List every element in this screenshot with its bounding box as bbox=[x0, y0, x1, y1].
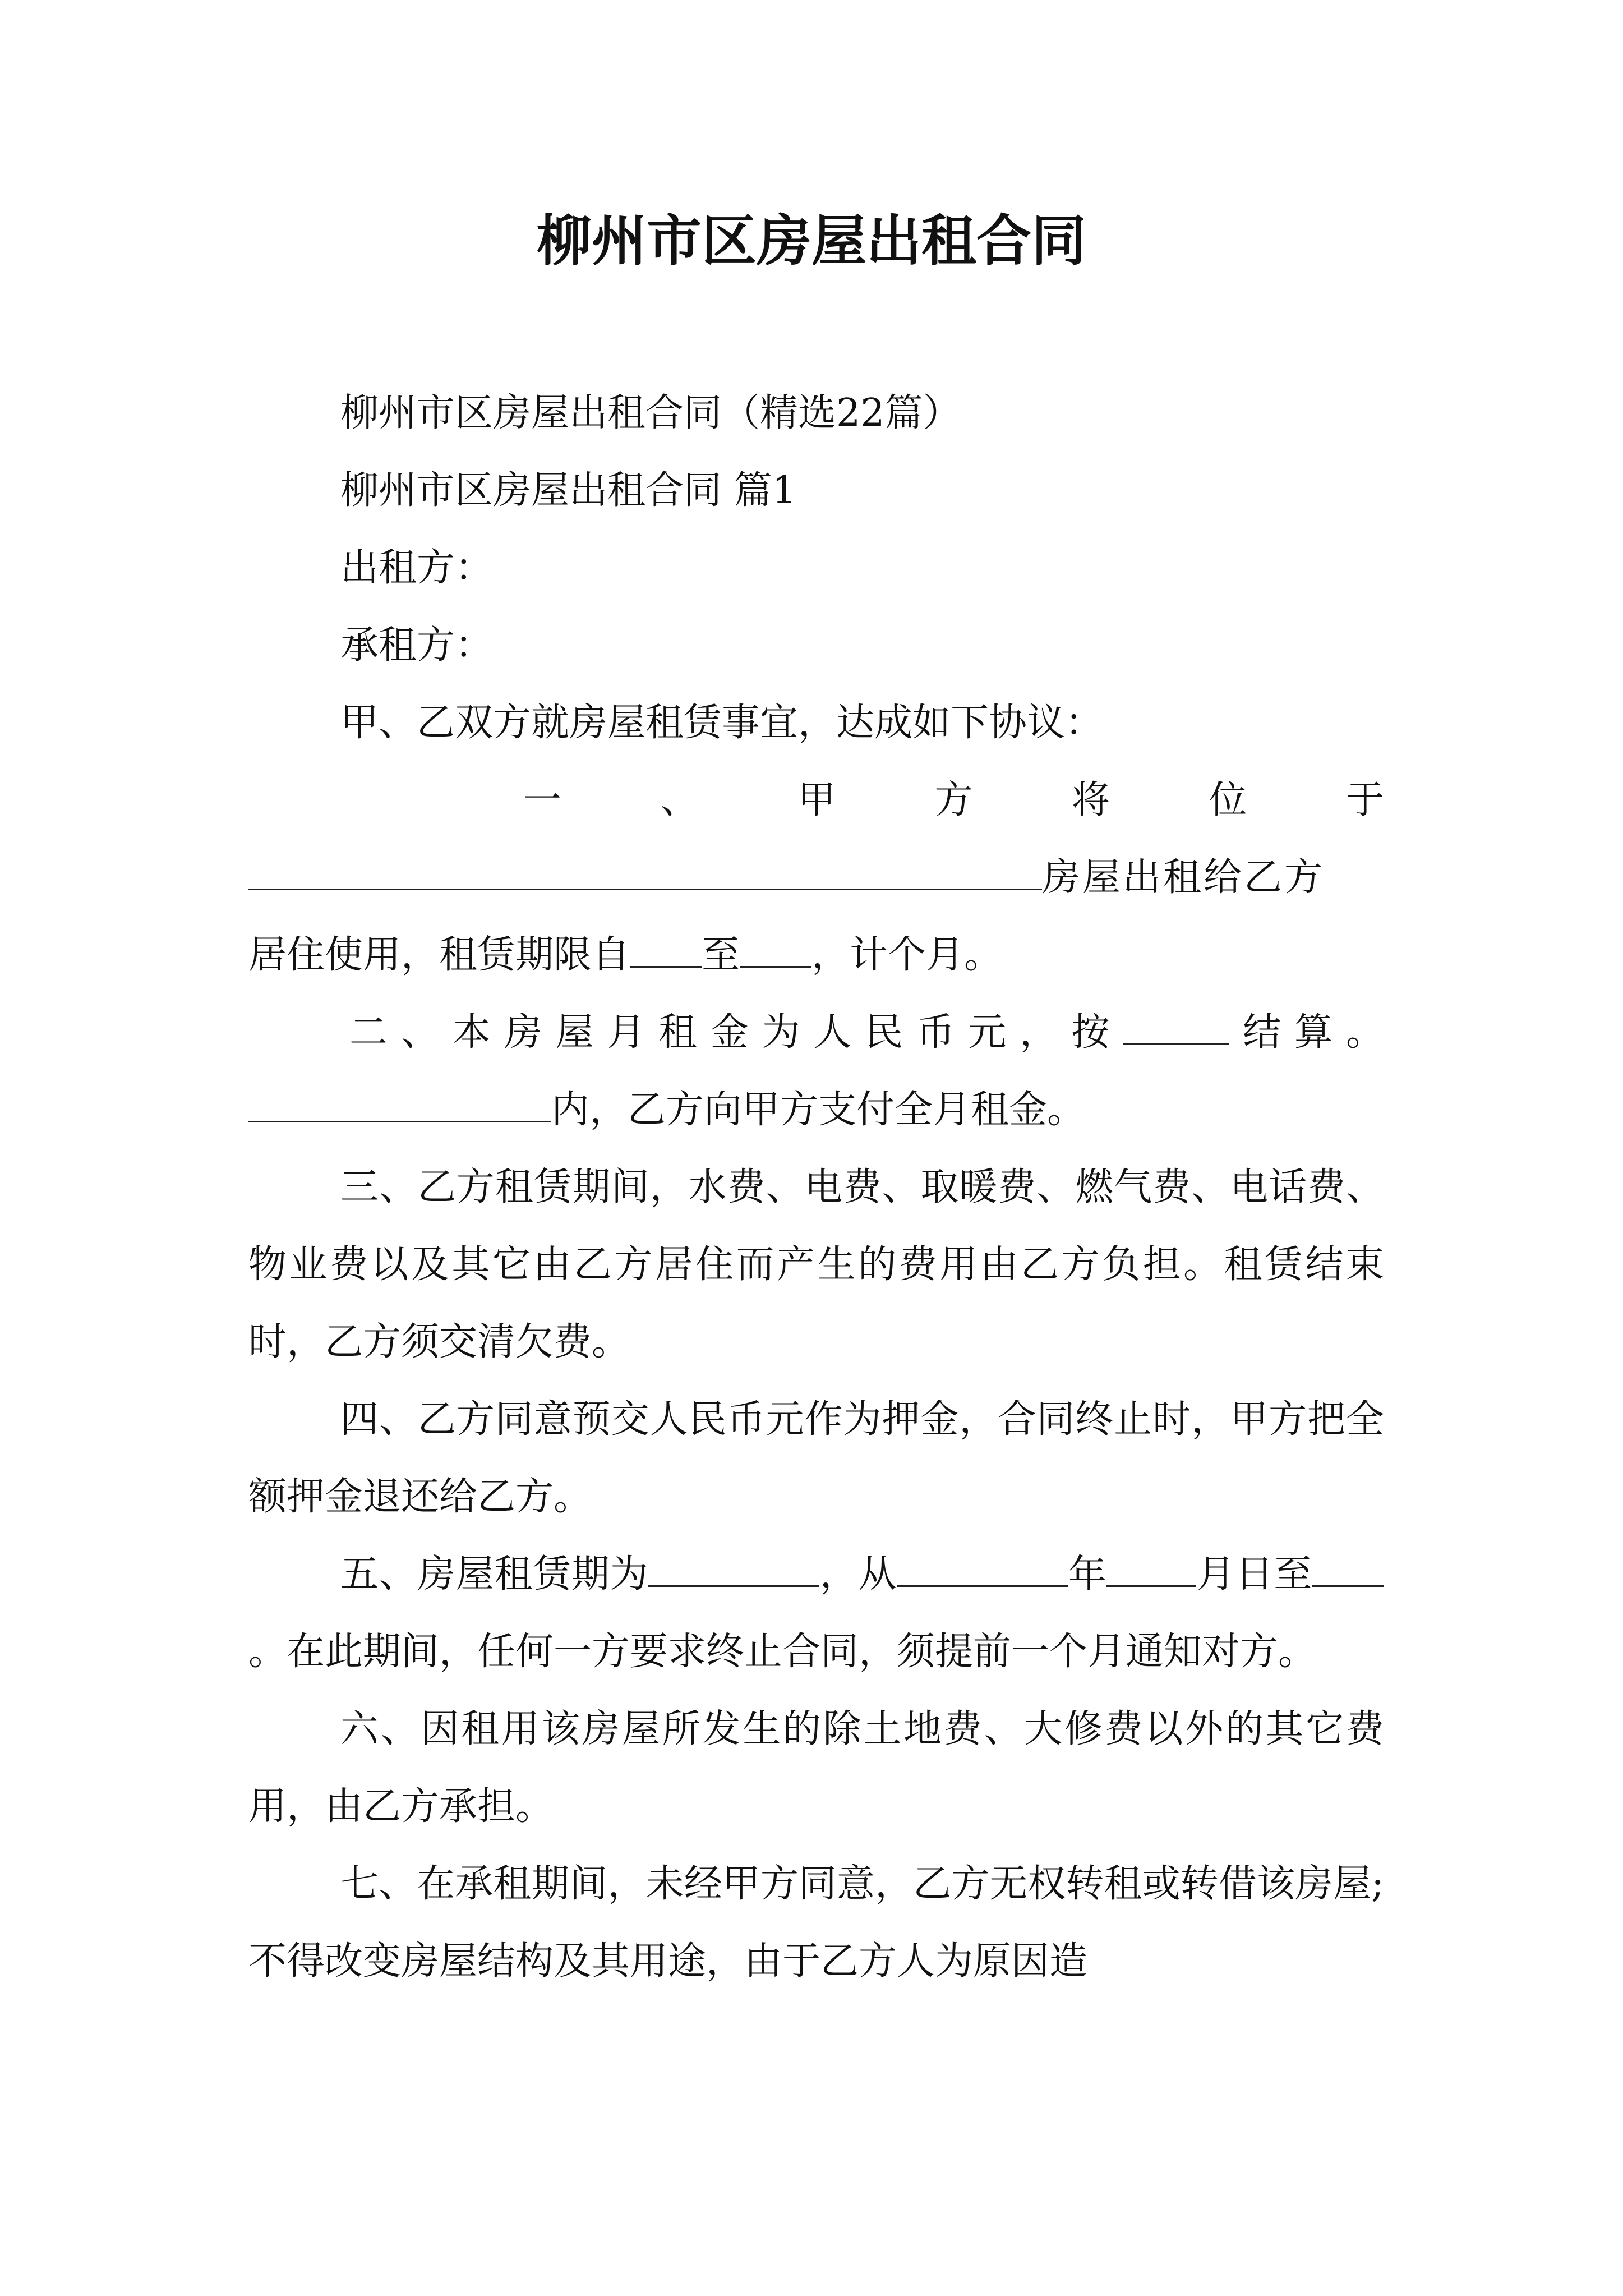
clause-1-text-b2: 至 bbox=[702, 933, 740, 977]
intro-paragraph: 甲、乙双方就房屋租赁事宜，达成如下协议： bbox=[340, 701, 1104, 745]
section-heading: 柳州市区房屋出租合同 篇1 bbox=[340, 468, 796, 513]
blank-payment-period bbox=[248, 1088, 551, 1122]
blank-lease-term bbox=[648, 1553, 819, 1587]
lessor-line: 出租方： bbox=[340, 546, 494, 590]
blank-start-date bbox=[630, 933, 702, 968]
blank-month bbox=[1106, 1553, 1196, 1587]
blank-year bbox=[897, 1553, 1068, 1587]
clause-5-text-5: 。在此期间，任何一方要求终止合同，须提前一个月通知对方。 bbox=[248, 1630, 1317, 1674]
clause-2-line-a bbox=[248, 994, 1384, 1071]
clause-5-text-2: ，从 bbox=[819, 1552, 897, 1596]
clause-5-text-1: 五、房屋租赁期为 bbox=[340, 1552, 649, 1596]
clause-2-line-b bbox=[248, 1071, 1384, 1149]
clause-1-line-a bbox=[248, 839, 1384, 917]
clause-5-text-4: 月日至 bbox=[1196, 1552, 1312, 1596]
document-body bbox=[248, 375, 1384, 2000]
clause-4: 四、乙方同意预交人民币元作为押金，合同终止时，甲方把全额押金退还给乙方。 bbox=[248, 1397, 1384, 1519]
clause-2-text-b: 内，乙方向甲方支付全月租金。 bbox=[551, 1088, 1086, 1132]
clause-1-text-b3: ，计个月。 bbox=[811, 933, 1003, 977]
subtitle-line: 柳州市区房屋出租合同（精选22篇） bbox=[340, 391, 961, 435]
clause-1-heading: 一、甲方将位于 bbox=[523, 778, 1384, 822]
blank-end-date bbox=[740, 933, 811, 968]
clause-2-text-a2: 结算。 bbox=[1229, 1010, 1384, 1055]
blank-address bbox=[248, 856, 1042, 890]
blank-settlement bbox=[1123, 1011, 1229, 1045]
clause-5-text-3: 年 bbox=[1068, 1552, 1107, 1596]
clause-2-text-a1: 二、本房屋月租金为人民币元，按 bbox=[349, 1010, 1123, 1055]
clause-5 bbox=[248, 1536, 1384, 1691]
clause-1-text-b1: 居住使用，租赁期限自 bbox=[248, 933, 630, 977]
clause-1-text-a: 房屋出租给乙方 bbox=[1042, 855, 1325, 900]
document-title: 柳州市区房屋出租合同 bbox=[536, 209, 1086, 273]
lessee-line: 承租方： bbox=[340, 623, 494, 668]
clause-3: 三、乙方租赁期间，水费、电费、取暖费、燃气费、电话费、物业费以及其它由乙方居住而产生的费用由乙方负担。租赁结束时，乙方须交清欠费。 bbox=[248, 1165, 1384, 1364]
clause-7: 七、在承租期间，未经甲方同意，乙方无权转租或转借该房屋;不得改变房屋结构及其用途，由于乙方人为原因造 bbox=[248, 1862, 1384, 1984]
clause-1-line-b bbox=[248, 917, 1384, 994]
clause-6: 六、因租用该房屋所发生的除土地费、大修费以外的其它费用，由乙方承担。 bbox=[248, 1707, 1384, 1829]
blank-end bbox=[1312, 1553, 1384, 1587]
